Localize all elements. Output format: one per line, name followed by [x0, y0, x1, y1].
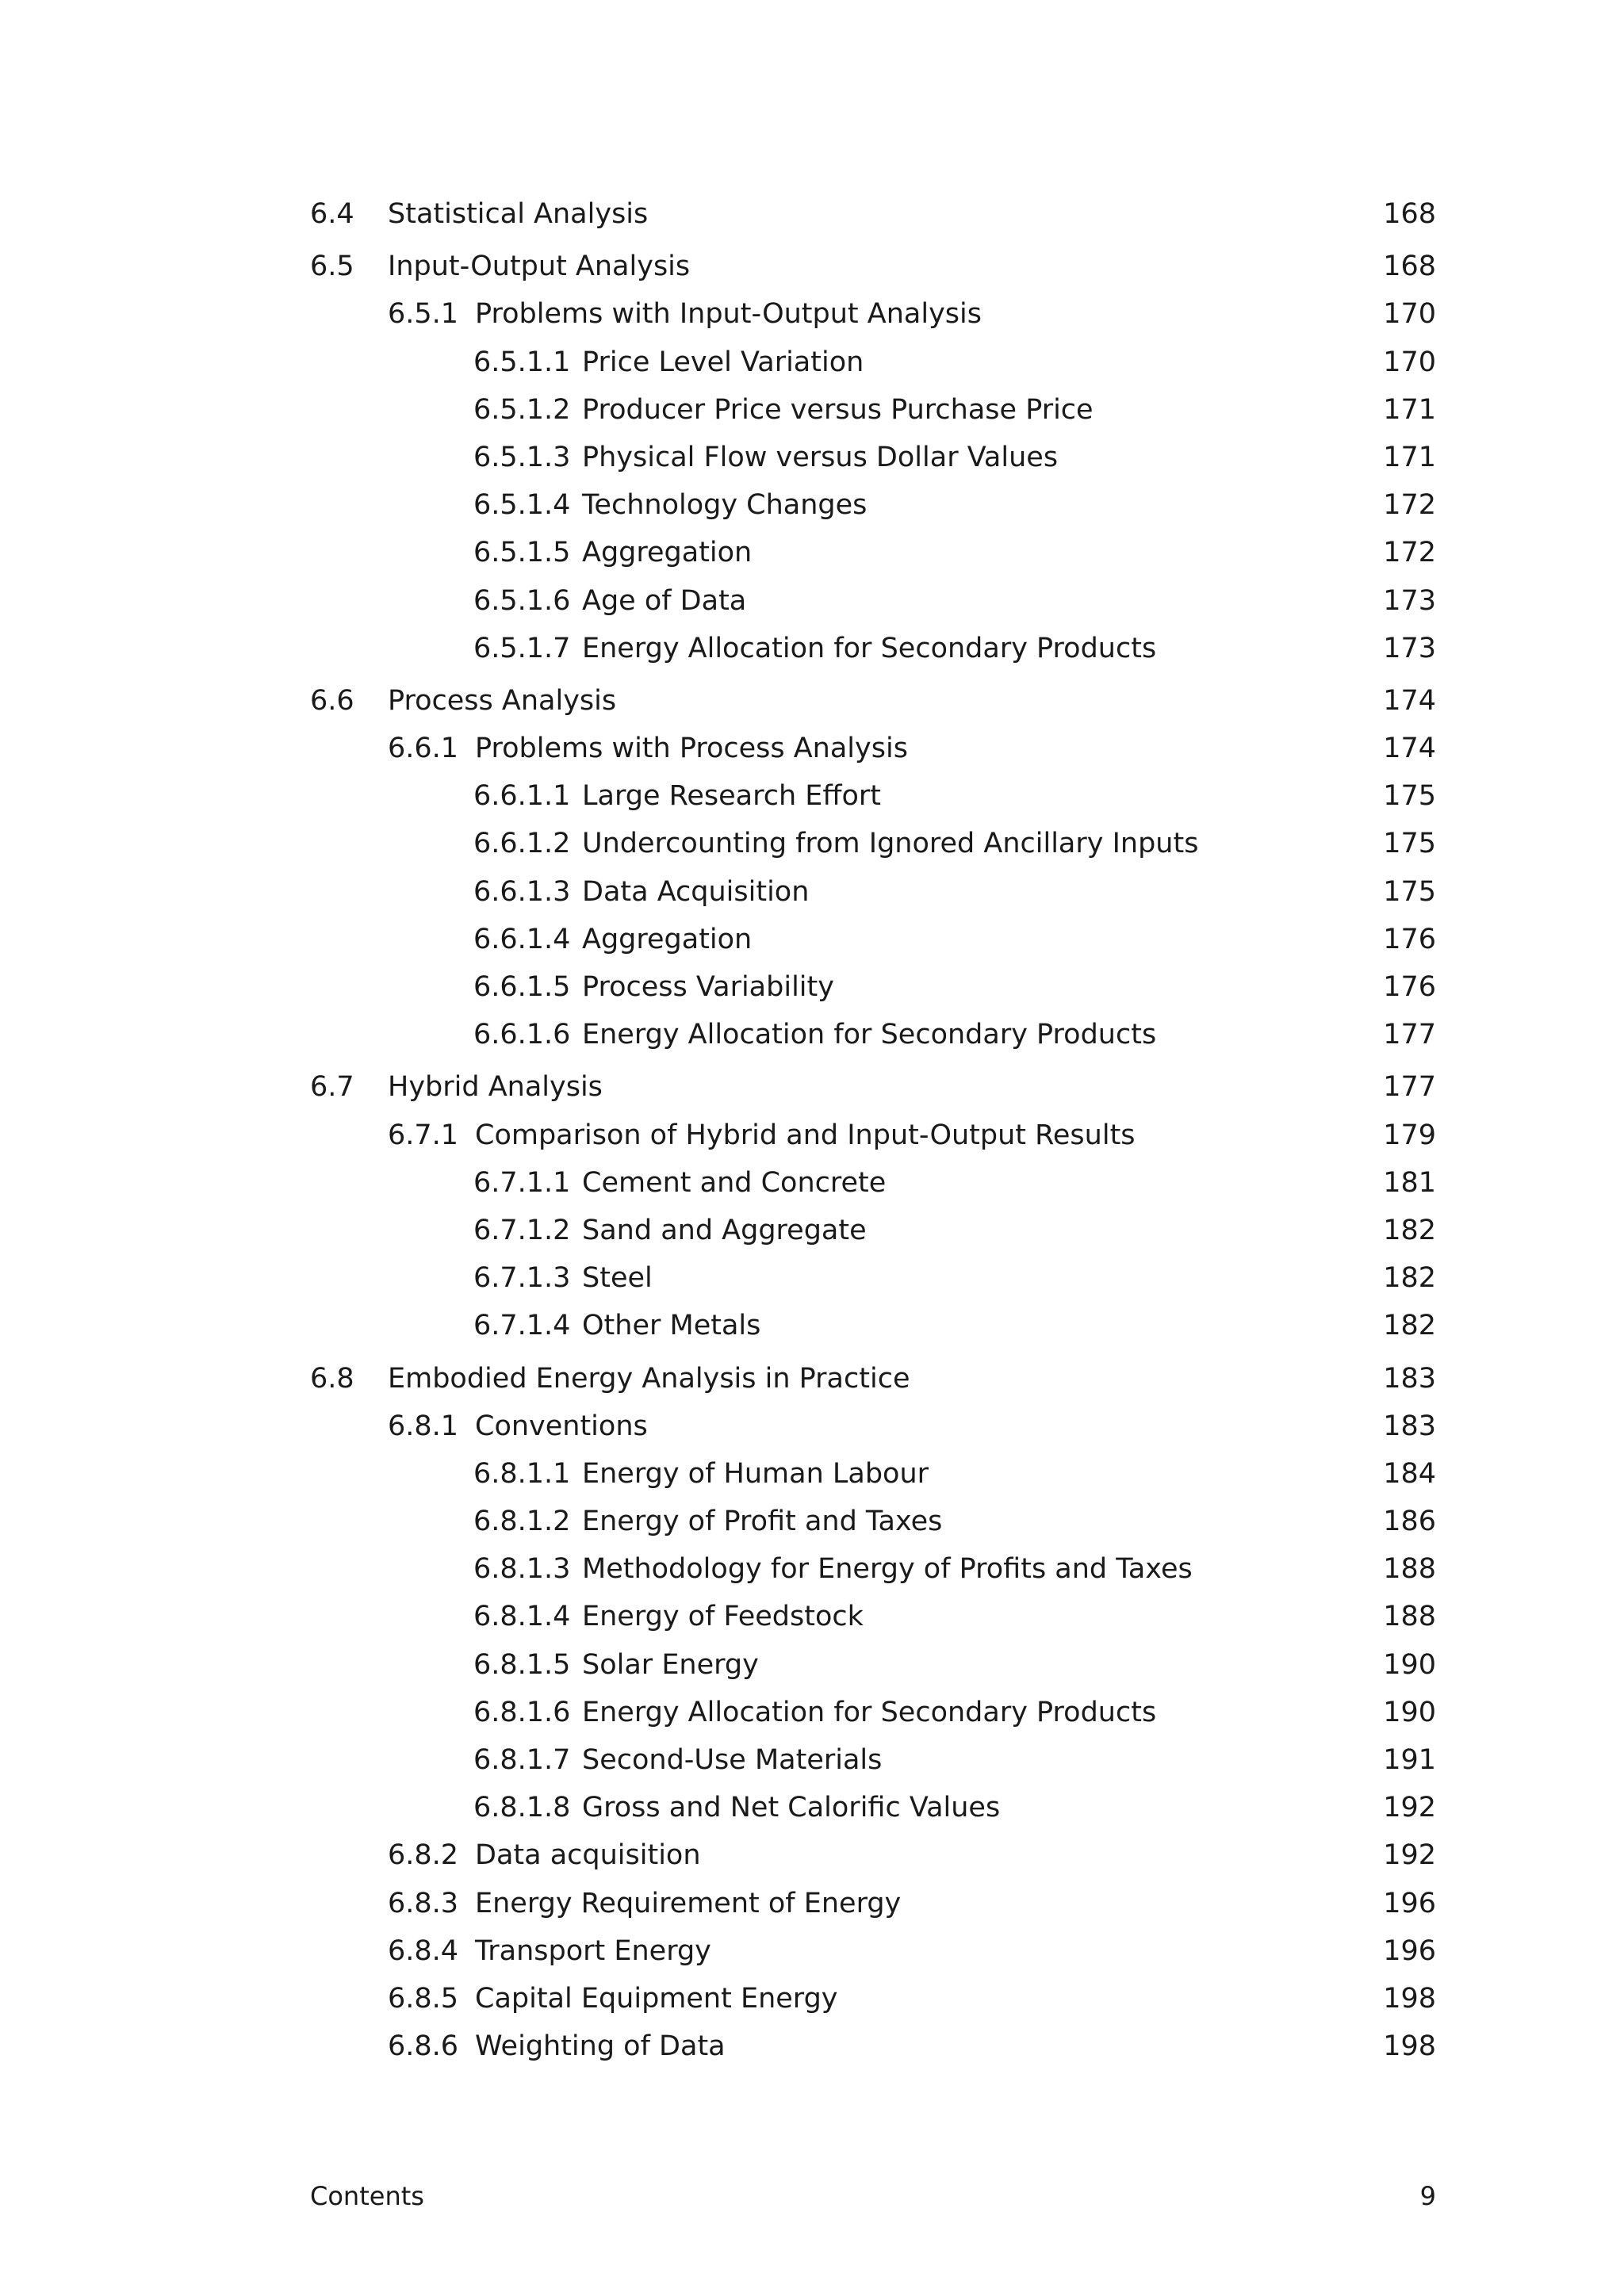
toc-entry-number: 6.6.1.4 — [473, 923, 571, 955]
toc-entry-title: Energy Allocation for Secondary Products — [582, 632, 1157, 664]
toc-entry-page-number: 170 — [1383, 346, 1436, 378]
toc-entry-page-number: 176 — [1383, 923, 1436, 955]
toc-entry-title: Embodied Energy Analysis in Practice — [388, 1362, 910, 1395]
toc-entry-page-number: 170 — [1383, 298, 1436, 331]
toc-entry-number: 6.5.1.6 — [473, 584, 571, 617]
toc-entry-number: 6.7.1.1 — [473, 1166, 571, 1199]
toc-entry-page-number: 172 — [1383, 489, 1436, 522]
toc-entry[interactable] — [310, 1302, 1436, 1349]
toc-entry-number: 6.8.1.6 — [473, 1696, 571, 1728]
toc-entry-number: 6.8.6 — [388, 2030, 459, 2063]
toc-entry-title: Large Research Effort — [582, 780, 882, 813]
toc-entry[interactable] — [310, 1641, 1436, 1689]
toc-entry-title: Weighting of Data — [475, 2030, 726, 2063]
toc-entry-page-number: 182 — [1383, 1214, 1436, 1246]
toc-entry-page-number: 173 — [1383, 632, 1436, 664]
toc-entry-number: 6.7 — [310, 1071, 354, 1104]
toc-entry-page-number: 188 — [1383, 1553, 1436, 1586]
toc-entry-number: 6.7.1 — [388, 1119, 459, 1151]
toc-entry-number: 6.5.1.1 — [473, 346, 571, 378]
toc-entry-page-number: 173 — [1383, 584, 1436, 617]
toc-entry-page-number: 175 — [1383, 875, 1436, 908]
toc-entry-number: 6.6.1.5 — [473, 971, 571, 1003]
toc-entry-title: Age of Data — [582, 584, 747, 617]
toc-entry-title: Data acquisition — [475, 1839, 701, 1872]
toc-entry-number: 6.4 — [310, 198, 354, 230]
toc-entry-number: 6.8.5 — [388, 1982, 459, 2015]
toc-entry-number: 6.5.1.3 — [473, 441, 571, 473]
toc-entry-number: 6.5 — [310, 251, 354, 283]
toc-entry-title: Process Variability — [582, 971, 834, 1003]
toc-entry-number: 6.6 — [310, 684, 354, 717]
footer-label: Contents — [310, 2181, 424, 2211]
toc-entry-number: 6.8.3 — [388, 1887, 459, 1919]
toc-entry[interactable] — [310, 1355, 1436, 1402]
toc-entry-number: 6.8.4 — [388, 1934, 459, 1967]
toc-entry[interactable] — [310, 1450, 1436, 1498]
toc-entry-number: 6.8.1.8 — [473, 1792, 571, 1824]
table-of-contents — [310, 190, 1436, 2070]
toc-entry-title: Steel — [582, 1262, 653, 1295]
toc-entry-page-number: 171 — [1383, 441, 1436, 473]
toc-entry-page-number: 191 — [1383, 1744, 1436, 1776]
toc-entry-number: 6.5.1.5 — [473, 537, 571, 569]
toc-entry-number: 6.8.1.5 — [473, 1648, 571, 1681]
toc-entry-title: Statistical Analysis — [388, 198, 649, 230]
toc-entry-title: Energy Requirement of Energy — [475, 1887, 902, 1919]
toc-entry-number: 6.8.1.2 — [473, 1506, 571, 1538]
toc-entry[interactable] — [310, 1402, 1436, 1450]
toc-entry[interactable] — [310, 916, 1436, 963]
toc-entry-page-number: 168 — [1383, 251, 1436, 283]
toc-entry[interactable] — [310, 625, 1436, 672]
toc-entry-title: Physical Flow versus Dollar Values — [582, 441, 1059, 473]
toc-entry-number: 6.8.1.3 — [473, 1553, 571, 1586]
toc-entry-number: 6.6.1.3 — [473, 875, 571, 908]
toc-entry-page-number: 186 — [1383, 1506, 1436, 1538]
toc-entry-title: Process Analysis — [388, 684, 617, 717]
toc-entry[interactable] — [310, 772, 1436, 820]
toc-entry-number: 6.8.2 — [388, 1839, 459, 1872]
toc-entry-page-number: 182 — [1383, 1310, 1436, 1342]
toc-entry[interactable] — [310, 290, 1436, 338]
toc-entry[interactable] — [310, 1689, 1436, 1736]
toc-entry-title: Problems with Input-Output Analysis — [475, 298, 982, 331]
toc-entry[interactable] — [310, 1063, 1436, 1111]
toc-entry[interactable] — [310, 1011, 1436, 1058]
toc-entry[interactable] — [310, 1112, 1436, 1159]
toc-entry[interactable] — [310, 1159, 1436, 1207]
toc-entry-page-number: 171 — [1383, 393, 1436, 426]
toc-entry-page-number: 177 — [1383, 1019, 1436, 1051]
toc-entry[interactable] — [310, 481, 1436, 529]
toc-entry[interactable] — [310, 1207, 1436, 1254]
toc-entry-title: Energy of Feedstock — [582, 1601, 864, 1633]
toc-entry-page-number: 175 — [1383, 780, 1436, 813]
toc-entry-title: Methodology for Energy of Profits and Taxes — [582, 1553, 1193, 1586]
toc-entry-title: Comparison of Hybrid and Input-Output Results — [475, 1119, 1136, 1151]
toc-entry[interactable] — [310, 339, 1436, 386]
toc-entry-number: 6.8.1.4 — [473, 1601, 571, 1633]
toc-entry-number: 6.6.1.6 — [473, 1019, 571, 1051]
toc-entry-title: Energy of Human Labour — [582, 1457, 929, 1490]
toc-entry-title: Data Acquisition — [582, 875, 810, 908]
toc-entry-page-number: 177 — [1383, 1071, 1436, 1104]
toc-entry-title: Conventions — [475, 1410, 648, 1442]
toc-entry-number: 6.5.1.4 — [473, 489, 571, 522]
toc-entry-page-number: 183 — [1383, 1410, 1436, 1442]
toc-entry-page-number: 172 — [1383, 537, 1436, 569]
toc-entry-page-number: 192 — [1383, 1792, 1436, 1824]
toc-entry[interactable] — [310, 190, 1436, 238]
toc-entry-number: 6.7.1.3 — [473, 1262, 571, 1295]
toc-entry-title: Price Level Variation — [582, 346, 864, 378]
toc-entry-number: 6.6.1.2 — [473, 828, 571, 860]
toc-entry-number: 6.7.1.4 — [473, 1310, 571, 1342]
toc-entry[interactable] — [310, 963, 1436, 1011]
toc-entry[interactable] — [310, 820, 1436, 867]
toc-entry-page-number: 196 — [1383, 1934, 1436, 1967]
toc-entry[interactable] — [310, 1784, 1436, 1831]
toc-entry-title: Hybrid Analysis — [388, 1071, 603, 1104]
toc-entry-page-number: 184 — [1383, 1457, 1436, 1490]
toc-entry[interactable] — [310, 386, 1436, 434]
toc-entry[interactable] — [310, 529, 1436, 576]
toc-entry-title: Energy Allocation for Secondary Products — [582, 1019, 1157, 1051]
toc-entry-title: Undercounting from Ignored Ancillary Inputs — [582, 828, 1199, 860]
toc-entry[interactable] — [310, 1880, 1436, 1927]
toc-entry[interactable] — [310, 725, 1436, 772]
toc-entry-title: Solar Energy — [582, 1648, 759, 1681]
toc-entry-title: Cement and Concrete — [582, 1166, 887, 1199]
toc-entry-page-number: 188 — [1383, 1601, 1436, 1633]
toc-entry[interactable] — [310, 1545, 1436, 1593]
toc-entry-page-number: 176 — [1383, 971, 1436, 1003]
toc-entry-page-number: 181 — [1383, 1166, 1436, 1199]
toc-entry[interactable] — [310, 868, 1436, 916]
toc-entry[interactable] — [310, 2022, 1436, 2070]
toc-entry[interactable] — [310, 1975, 1436, 2022]
toc-entry[interactable] — [310, 1736, 1436, 1784]
toc-entry-title: Technology Changes — [582, 489, 868, 522]
toc-entry-title: Aggregation — [582, 923, 753, 955]
toc-entry-page-number: 198 — [1383, 2030, 1436, 2063]
toc-entry-title: Capital Equipment Energy — [475, 1982, 838, 2015]
toc-entry-page-number: 192 — [1383, 1839, 1436, 1872]
toc-entry[interactable] — [310, 1498, 1436, 1545]
toc-entry-title: Producer Price versus Purchase Price — [582, 393, 1094, 426]
toc-entry[interactable] — [310, 1593, 1436, 1640]
toc-entry-page-number: 174 — [1383, 684, 1436, 717]
toc-entry-number: 6.6.1 — [388, 733, 459, 765]
toc-entry-page-number: 179 — [1383, 1119, 1436, 1151]
toc-entry[interactable] — [310, 1927, 1436, 1975]
toc-entry-page-number: 182 — [1383, 1262, 1436, 1295]
toc-entry[interactable] — [310, 1254, 1436, 1302]
footer-page-number: 9 — [1419, 2181, 1436, 2211]
toc-entry-title: Second-Use Materials — [582, 1744, 883, 1776]
toc-entry-number: 6.5.1.7 — [473, 632, 571, 664]
toc-entry-number: 6.6.1.1 — [473, 780, 571, 813]
toc-entry-number: 6.8.1.1 — [473, 1457, 571, 1490]
toc-entry-number: 6.8.1 — [388, 1410, 459, 1442]
toc-entry-title: Other Metals — [582, 1310, 761, 1342]
toc-entry[interactable] — [310, 577, 1436, 625]
toc-entry-number: 6.5.1 — [388, 298, 459, 331]
toc-entry[interactable] — [310, 243, 1436, 290]
toc-entry-page-number: 198 — [1383, 1982, 1436, 2015]
toc-entry[interactable] — [310, 1831, 1436, 1879]
toc-entry-title: Energy Allocation for Secondary Products — [582, 1696, 1157, 1728]
toc-entry[interactable] — [310, 677, 1436, 725]
toc-entry-title: Aggregation — [582, 537, 753, 569]
toc-entry-title: Gross and Net Calorific Values — [582, 1792, 1001, 1824]
toc-entry-title: Energy of Profit and Taxes — [582, 1506, 943, 1538]
toc-entry-page-number: 168 — [1383, 198, 1436, 230]
toc-entry-title: Sand and Aggregate — [582, 1214, 867, 1246]
toc-entry-number: 6.8 — [310, 1362, 354, 1395]
toc-entry-page-number: 183 — [1383, 1362, 1436, 1395]
toc-entry-number: 6.7.1.2 — [473, 1214, 571, 1246]
toc-entry-number: 6.5.1.2 — [473, 393, 571, 426]
toc-entry-page-number: 175 — [1383, 828, 1436, 860]
page-footer — [310, 2176, 1436, 2216]
toc-entry-page-number: 196 — [1383, 1887, 1436, 1919]
toc-entry-page-number: 174 — [1383, 733, 1436, 765]
toc-entry-title: Problems with Process Analysis — [475, 733, 908, 765]
toc-entry-page-number: 190 — [1383, 1648, 1436, 1681]
toc-entry-number: 6.8.1.7 — [473, 1744, 571, 1776]
toc-entry-title: Input-Output Analysis — [388, 251, 691, 283]
toc-entry-page-number: 190 — [1383, 1696, 1436, 1728]
toc-entry-title: Transport Energy — [475, 1934, 711, 1967]
toc-entry[interactable] — [310, 434, 1436, 481]
